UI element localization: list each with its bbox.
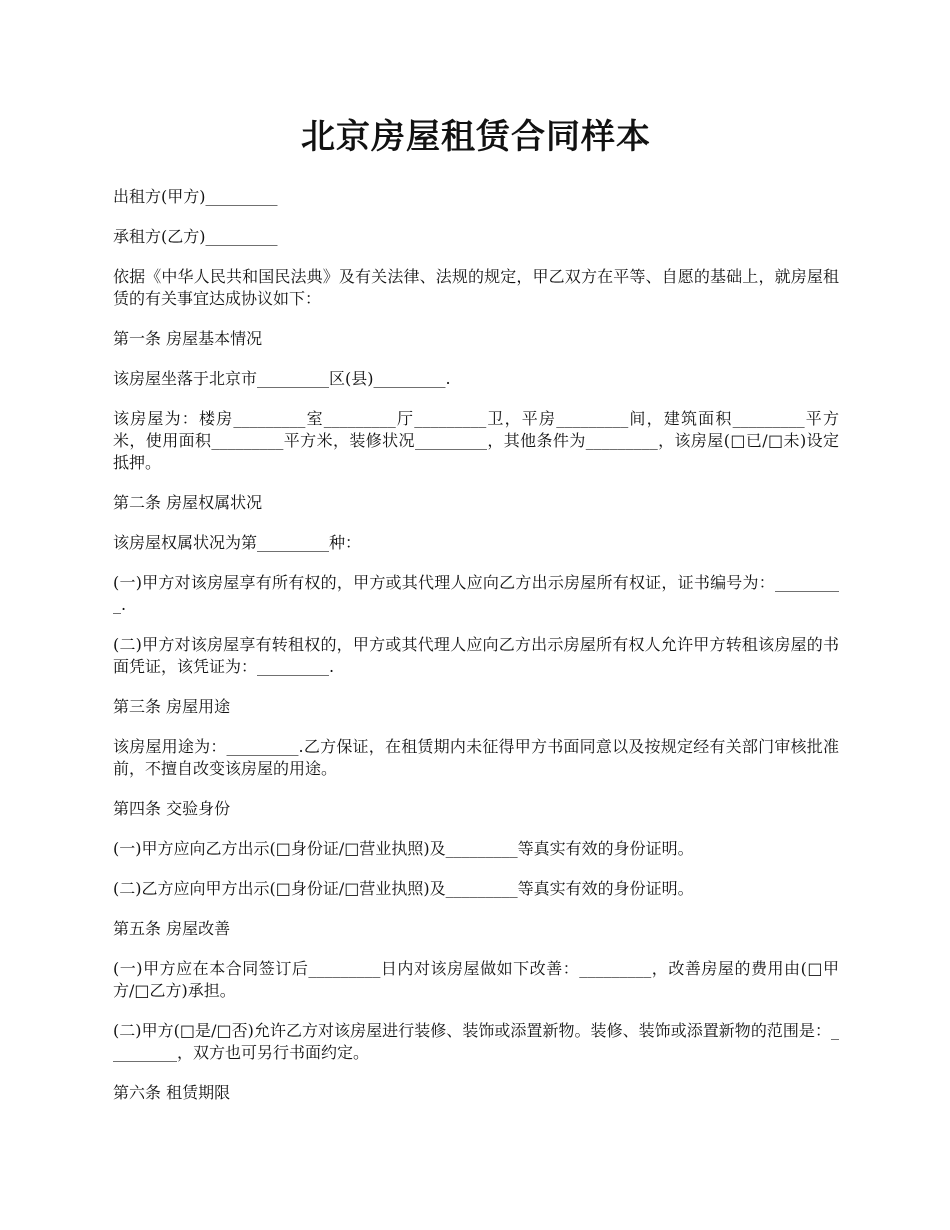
article-3-heading: 第三条 房屋用途: [113, 697, 231, 716]
contract-page: [113, 112, 839, 1122]
document-title: 北京房屋租赁合同样本: [301, 117, 651, 157]
article-6-heading: 第六条 租赁期限: [113, 1083, 231, 1102]
preamble-paragraph: 依据《中华人民共和国民法典》及有关法律、法规的规定，甲乙双方在平等、自愿的基础上，就房屋租赁的有关事宜达成协议如下：: [113, 267, 839, 308]
article-2-clause-2: (二)甲方对该房屋享有转租权的，甲方或其代理人应向乙方出示房屋所有权人允许甲方转租该房屋的书面凭证，该凭证为：_________.: [113, 635, 839, 676]
lessee-line: 承租方(乙方)_________: [113, 227, 278, 246]
article-1-details: 该房屋为：楼房_________室_________厅_________卫，平房_________间，建筑面积_________平方米，使用面积_________平方米，装修状况_________，其他条件为_________，该房屋(□已/□未)设定抵押。: [113, 409, 839, 472]
article-3-body: 该房屋用途为：_________.乙方保证，在租赁期内未征得甲方书面同意以及按规定经有关部门审核批准前，不擅自改变该房屋的用途。: [113, 737, 839, 778]
article-2-heading: 第二条 房屋权属状况: [113, 493, 263, 512]
article-4-heading: 第四条 交验身份: [113, 799, 231, 818]
article-2-clause-1: (一)甲方对该房屋享有所有权的，甲方或其代理人应向乙方出示房屋所有权证，证书编号为：_________.: [113, 573, 839, 614]
article-5-clause-1: (一)甲方应在本合同签订后_________日内对该房屋做如下改善：_________，改善房屋的费用由(□甲方/□乙方)承担。: [113, 959, 839, 1000]
lessor-line: 出租方(甲方)_________: [113, 187, 278, 206]
article-5-heading: 第五条 房屋改善: [113, 919, 231, 938]
article-1-location: 该房屋坐落于北京市_________区(县)_________.: [113, 369, 451, 388]
article-2-type: 该房屋权属状况为第_________种：: [113, 533, 362, 552]
article-1-heading: 第一条 房屋基本情况: [113, 329, 263, 348]
article-4-clause-1: (一)甲方应向乙方出示(□身份证/□营业执照)及_________等真实有效的身份证明。: [113, 839, 694, 858]
article-5-clause-2: (二)甲方(□是/□否)允许乙方对该房屋进行装修、装饰或添置新物。装修、装饰或添置新物的范围是：_________，双方也可另行书面约定。: [113, 1021, 839, 1062]
article-4-clause-2: (二)乙方应向甲方出示(□身份证/□营业执照)及_________等真实有效的身份证明。: [113, 879, 694, 898]
